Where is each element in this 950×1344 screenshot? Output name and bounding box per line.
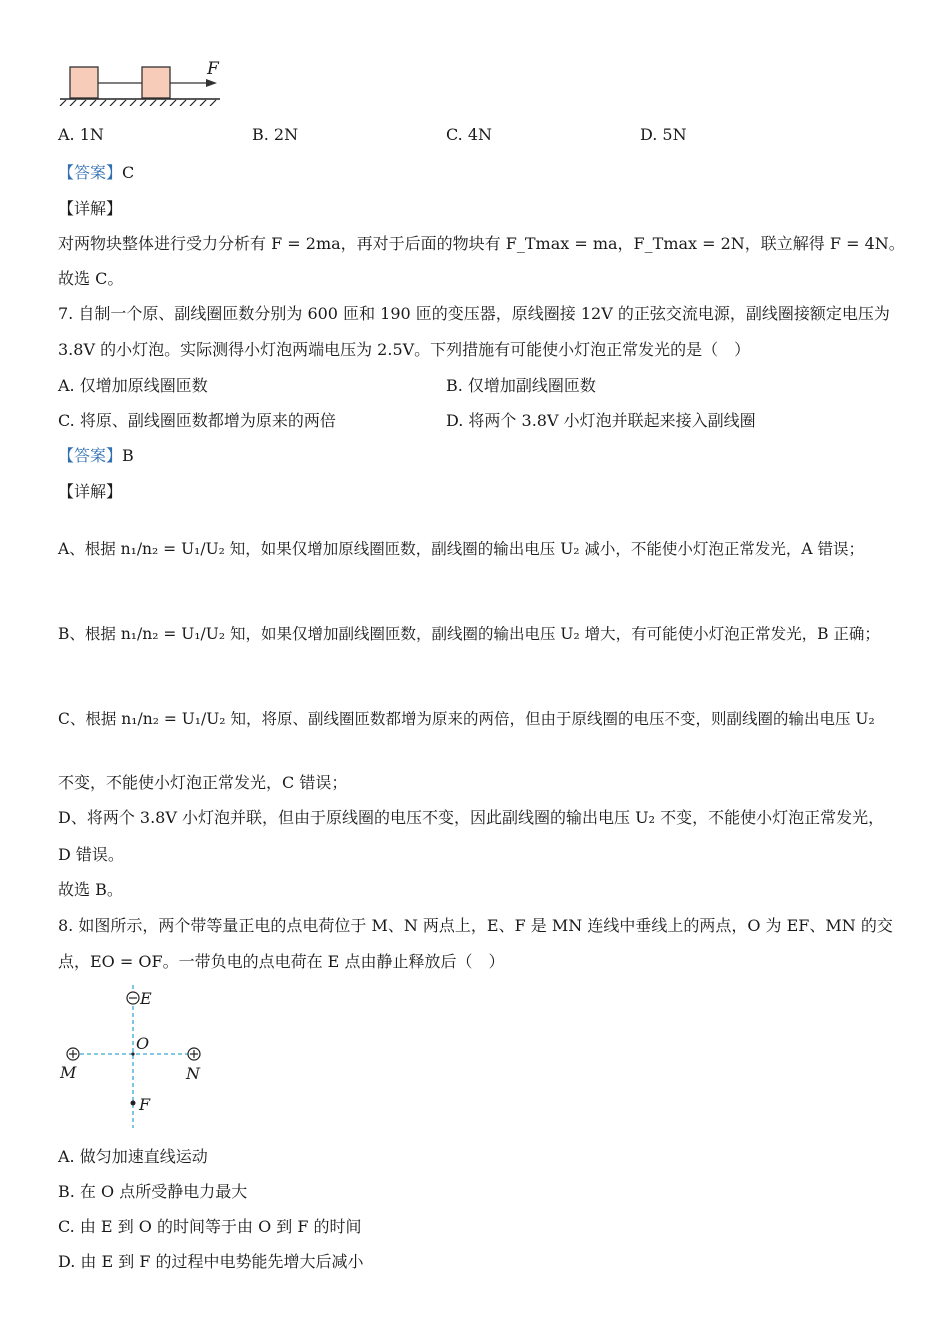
q8-option-c: C. 由 E 到 O 的时间等于由 O 到 F 的时间	[58, 1217, 362, 1236]
q7-detail-d-line2: D 错误。	[58, 845, 124, 864]
answer-label: 【答案】	[58, 446, 123, 465]
q7-option-b: B. 仅增加副线圈匝数	[446, 376, 596, 395]
charges-diagram	[58, 985, 218, 1130]
charge-n	[188, 1048, 200, 1060]
point-f	[131, 1101, 136, 1106]
q8-option-a: A. 做匀加速直线运动	[58, 1147, 208, 1166]
label-f: F	[139, 1095, 151, 1114]
q7-detail-c-line2: 不变，不能使小灯泡正常发光，C 错误；	[58, 773, 348, 792]
label-n: N	[186, 1064, 200, 1083]
q6-answer-line	[58, 160, 134, 183]
blocks-force-diagram	[58, 56, 228, 106]
q6-option-a: A. 1N	[58, 125, 104, 144]
q7-detail-d-line1: D、将两个 3.8V 小灯泡并联，但由于原线圈的电压不变，因此副线圈的输出电压 U₂ 不变，不能使小灯泡正常发光，	[58, 808, 885, 827]
q7-option-c: C. 将原、副线圈匝数都增为原来的两倍	[58, 411, 336, 430]
block-front	[142, 67, 170, 98]
q8-option-d: D. 由 E 到 F 的过程中电势能先增大后减小	[58, 1252, 364, 1271]
q7-option-a: A. 仅增加原线圈匝数	[58, 376, 208, 395]
q7-answer-line	[58, 443, 134, 466]
label-m: M	[60, 1063, 77, 1082]
q6-option-d: D. 5N	[640, 125, 687, 144]
q7-option-d: D. 将两个 3.8V 小灯泡并联起来接入副线圈	[446, 411, 756, 430]
point-o	[131, 1052, 134, 1055]
label-o: O	[136, 1034, 150, 1053]
q7-detail-b: B、根据 n₁/n₂ = U₁/U₂ 知，如果仅增加副线圈匝数，副线圈的输出电压 U₂ 增大，有可能使小灯泡正常发光，B 正确；	[58, 625, 880, 643]
q6-detail-text: 对两物块整体进行受力分析有 F = 2ma，再对于后面的物块有 F_Tmax = ma，F_Tmax = 2N，联立解得 F = 4N。	[58, 234, 905, 253]
q8-option-b: B. 在 O 点所受静电力最大	[58, 1182, 248, 1201]
q7-stem-line2: 3.8V 的小灯泡。实际测得小灯泡两端电压为 2.5V。下列措施有可能使小灯泡正常发光的是（ ）	[58, 340, 751, 359]
q6-detail-label: 【详解】	[58, 199, 123, 218]
label-e: E	[140, 989, 152, 1008]
q6-option-c: C. 4N	[446, 125, 493, 144]
answer-value: B	[122, 446, 134, 465]
q7-stem-line1: 7. 自制一个原、副线圈匝数分别为 600 匝和 190 匝的变压器，原线圈接 12V 的正弦交流电源，副线圈接额定电压为	[58, 304, 890, 323]
force-arrow-head	[206, 79, 217, 87]
q6-conclusion: 故选 C。	[58, 269, 124, 288]
q8-stem-line1: 8. 如图所示，两个带等量正电的点电荷位于 M、N 两点上，E、F 是 MN 连线中垂线上的两点，O 为 EF、MN 的交	[58, 916, 893, 935]
q8-stem-line2: 点，EO = OF。一带负电的点电荷在 E 点由静止释放后（ ）	[58, 952, 505, 971]
charge-m	[67, 1048, 79, 1060]
q7-conclusion: 故选 B。	[58, 880, 123, 899]
block-rear	[70, 67, 98, 98]
force-label: F	[207, 59, 219, 79]
q7-detail-a: A、根据 n₁/n₂ = U₁/U₂ 知，如果仅增加原线圈匝数，副线圈的输出电压 U₂ 减小，不能使小灯泡正常发光，A 错误；	[58, 540, 865, 558]
q7-detail-c-line1: C、根据 n₁/n₂ = U₁/U₂ 知，将原、副线圈匝数都增为原来的两倍，但由于原线圈的电压不变，则副线圈的输出电压 U₂	[58, 710, 875, 728]
answer-value: C	[122, 163, 135, 182]
q7-detail-label: 【详解】	[58, 482, 123, 501]
charge-e	[127, 992, 139, 1004]
answer-label: 【答案】	[58, 163, 123, 182]
q6-option-b: B. 2N	[252, 125, 299, 144]
